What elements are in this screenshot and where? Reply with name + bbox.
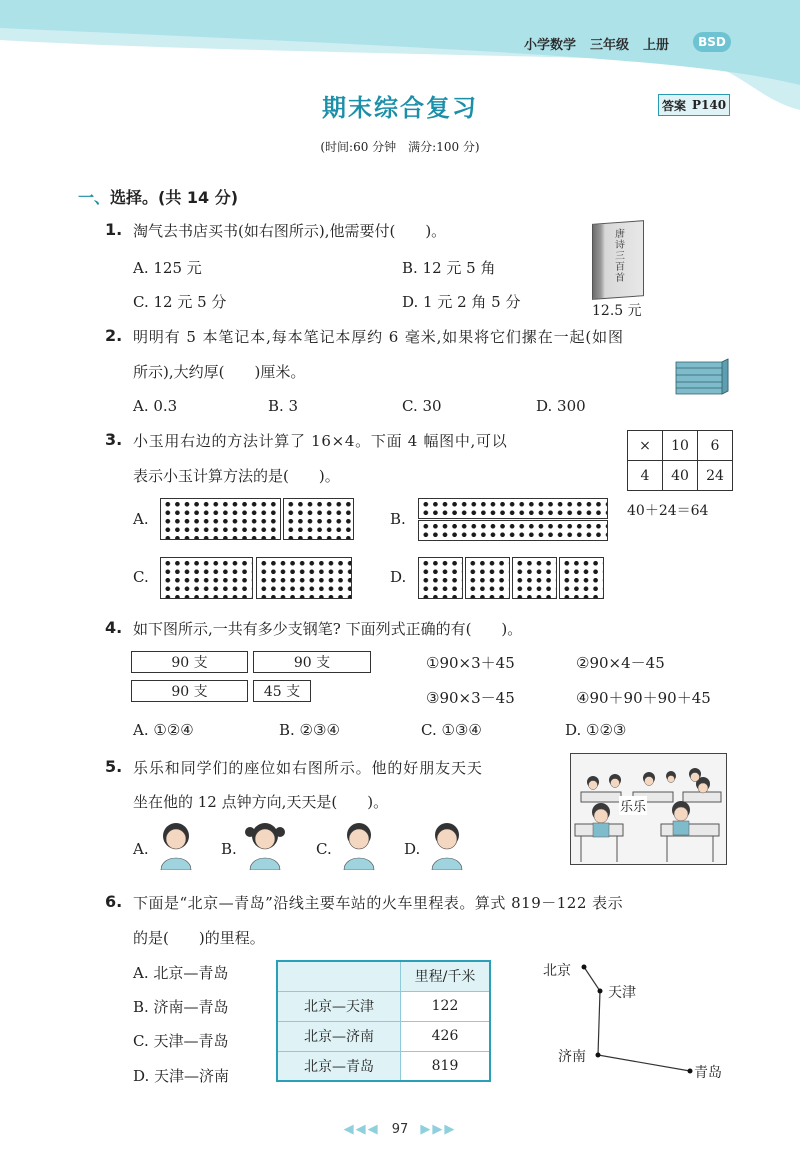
grid-r1: 40 [663,461,698,491]
map-beijing: 北京 [543,963,571,979]
q1-number: 1. [105,220,123,239]
q2-option-d[interactable]: D. 300 [536,397,586,415]
table-route-1: 北京—天津 [277,991,401,1021]
map-jinan: 济南 [558,1049,586,1065]
dot-array-c1 [160,557,253,599]
q3-option-d[interactable]: D. [390,568,407,586]
lele-tag: 乐乐 [619,796,647,815]
answer-ref [658,94,730,116]
dot-array-a1 [160,498,281,540]
q2-number: 2. [105,326,123,345]
table-km-1: 122 [401,991,491,1021]
subject-label: 小学数学 [524,38,577,53]
book-price: 12.5 元 [592,303,642,319]
q5-line1: 乐乐和同学们的座位如右图所示。他的好朋友天天 [133,759,483,777]
q5-option-c[interactable]: C. [316,840,332,858]
q1-option-b[interactable]: B. 12 元 5 角 [402,259,496,277]
edition-badge: BSD [693,32,731,52]
q5-number: 5. [105,757,123,776]
mileage-table [276,960,491,1082]
grid-h1: 10 [663,431,698,461]
pen-box-4: 45 支 [253,680,311,702]
student-a-image [155,820,197,870]
notebook-stack-image [672,358,730,398]
q4-text: 如下图所示,一共有多少支钢笔? 下面列式正确的有( )。 [133,620,523,638]
classroom-drawing [571,754,726,864]
table-header: 里程/千米 [401,961,491,991]
q4-expr-4: ④90＋90＋90＋45 [576,689,711,707]
q2-line1: 明明有 5 本笔记本,每本笔记本厚约 6 毫米,如果将它们摞在一起(如图 [133,328,624,346]
answer-label: 答案 [662,98,687,113]
q4-expr-3: ③90×3－45 [426,689,515,707]
q4-option-d[interactable]: D. ①②③ [565,721,627,739]
q5-line2: 坐在他的 12 点钟方向,天天是( )。 [133,793,389,811]
pen-box-2: 90 支 [253,651,371,673]
equation: 40＋24＝64 [627,503,709,519]
dot-array-a2 [283,498,354,540]
q1-text: 淘气去书店买书(如右图所示),他需要付( )。 [133,222,447,240]
q3-number: 3. [105,430,123,449]
book-title: 唐诗三百首 [615,228,625,285]
dot-array-d1 [418,557,463,599]
dot-array-d4 [559,557,604,599]
q6-option-a[interactable]: A. 北京—青岛 [133,964,229,982]
q1-option-a[interactable]: A. 125 元 [133,259,202,277]
q6-option-c[interactable]: C. 天津—青岛 [133,1032,229,1050]
q6-line2: 的是( )的里程。 [133,929,265,947]
pen-box-1: 90 支 [131,651,248,673]
dot-array-c2 [256,557,352,599]
table-km-3: 819 [401,1051,491,1081]
table-corner [277,961,401,991]
q3-option-b[interactable]: B. [390,510,406,528]
q6-line1: 下面是“北京—青岛”沿线主要车站的火车里程表。算式 819－122 表示 [133,894,624,912]
dot-array-b1 [418,498,608,519]
q4-option-c[interactable]: C. ①③④ [421,721,482,739]
q4-number: 4. [105,618,123,637]
term-label: 上册 [643,38,670,53]
q3-line1: 小玉用右边的方法计算了 16×4。下面 4 幅图中,可以 [133,432,508,450]
q3-option-a[interactable]: A. [133,510,149,528]
q3-option-c[interactable]: C. [133,568,149,586]
table-route-3: 北京—青岛 [277,1051,401,1081]
pen-box-3: 90 支 [131,680,248,702]
q2-option-b[interactable]: B. 3 [268,397,299,415]
grid-r2: 24 [698,461,733,491]
q4-expr-1: ①90×3＋45 [426,654,515,672]
map-tianjin: 天津 [608,985,636,1001]
section-title: 选择。(共 14 分) [110,188,239,207]
q5-option-a[interactable]: A. [133,840,149,858]
q2-option-a[interactable]: A. 0.3 [133,397,178,415]
grade-label: 三年级 [590,38,630,53]
table-route-2: 北京—济南 [277,1021,401,1051]
answer-page: P140 [692,98,727,112]
section-prefix: 一、 [78,188,111,207]
dot-array-d3 [512,557,557,599]
student-d-image [426,820,468,870]
student-c-image [338,820,380,870]
footer-right-arrows-icon: ▶▶▶ [420,1122,457,1137]
page-number: 97 [391,1122,409,1137]
book-image [592,220,644,300]
q1-option-d[interactable]: D. 1 元 2 角 5 分 [402,293,521,311]
q4-expr-2: ②90×4－45 [576,654,665,672]
map-qingdao: 青岛 [694,1065,722,1081]
table-km-2: 426 [401,1021,491,1051]
q1-option-c[interactable]: C. 12 元 5 分 [133,293,227,311]
dot-array-d2 [465,557,510,599]
student-b-image [243,820,287,870]
header-info [524,34,669,53]
grid-r0: 4 [628,461,663,491]
footer-left-arrows-icon: ◀◀◀ [343,1122,380,1137]
q2-option-c[interactable]: C. 30 [402,397,442,415]
grid-h2: 6 [698,431,733,461]
q6-number: 6. [105,892,123,911]
q4-option-a[interactable]: A. ①②④ [133,721,194,739]
multiplication-grid [627,430,733,491]
q5-option-d[interactable]: D. [404,840,421,858]
q5-option-b[interactable]: B. [221,840,237,858]
q6-option-b[interactable]: B. 济南—青岛 [133,998,229,1016]
time-info: (时间:60 分钟 满分:100 分) [320,140,480,154]
page-title: 期末综合复习 [322,94,478,122]
dot-array-b2 [418,520,608,541]
grid-h0: × [628,431,663,461]
footer [0,1122,800,1137]
q2-line2: 所示),大约厚( )厘米。 [133,363,306,381]
section-heading [78,185,238,208]
q3-line2: 表示小玉计算方法的是( )。 [133,467,340,485]
classroom-image [570,753,727,865]
q4-option-b[interactable]: B. ②③④ [279,721,340,739]
q6-option-d[interactable]: D. 天津—济南 [133,1067,230,1085]
